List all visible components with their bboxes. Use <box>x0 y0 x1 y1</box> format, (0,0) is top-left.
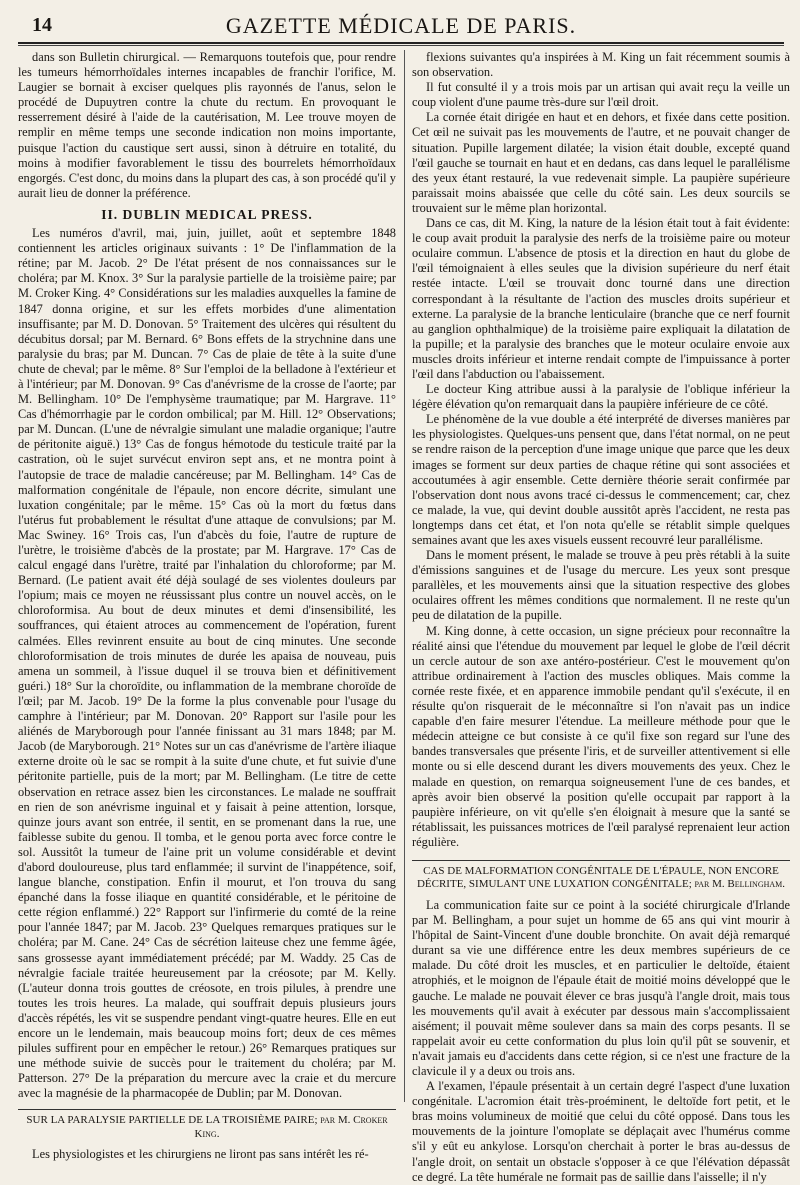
paragraph: M. King donne, à cette occasion, un signe précieux pour reconnaître la réalité ainsi que l'étendue du mouvement par lequel le globe de l'œil décrit un cercle autour de son axe antéro-postérieur. C'est le mouvement qu'on attribue ordinairement à l'action des muscles obliques. Mais comme la cornée reste fixée, et en apparence immobile pendant qu'il s'exécute, il en résulte qu'on risquerait de le méconnaître si l'on n'avait pas un indice capable d'en faire mesurer l'étendue. La meilleure méthode pour que le médecin atteigne ce but consiste à ce qu'il fixe son regard sur l'une des bandes transversales que présente l'iris, et de surveiller attentivement si elle monte ou si elle descend durant les divers mouvements des yeux. Chez le malade en question, on remarqua soigneusement l'une de ces bandes, et après avoir bien observé la position qu'elle occupait par rapport à la paupière inférieure, on vit qu'elle s'en éloignait à mesure que la santé se rétablissait, les puissances motrices de l'œil paralysé reprenaient leur action régulière. <box>412 623 790 849</box>
article-heading-paralysie: SUR LA PARALYSIE PARTIELLE DE LA TROISIÈME PAIRE; par M. Croker King. <box>18 1109 396 1141</box>
page-header <box>18 8 784 44</box>
dublin-contents-paragraph: Les numéros d'avril, mai, juin, juillet, août et septembre 1848 contiennent les articles originaux suivants : 1° De l'inflammation de la rétine; par M. Jacob. 2° De l'état présent de nos connaissances sur le choléra; par M. Knox. 3° Sur la paralysie partielle de la troisième paire; par M. Croker King. 4° Considérations sur les maladies auxquelles la famine de 1847 donna origine, et sur les effets morbides d'une alimentation insuffisante; par M. D. Donovan. 5° Traitement des ulcères qui résultent du décubitus dorsal; par M. Bernard. 6° Bons effets de la strychnine dans une paralysie du bras; par M. Duncan. 7° Cas de plaie de tête à la suite d'une chute de cheval; par le même. 8° Sur l'emploi de la belladone à l'extérieur et à l'intérieur; par M. Donovan. 9° Cas d'anévrisme de la crosse de l'aorte; par M. Bellingham. 10° De l'emphysème traumatique; par M. Hargrave. 11° Cas d'hémorrhagie par le cordon ombilical; par M. Hill. 12° Observations; par M. Duncan. (L'une de névralgie simulant une maladie organique; l'autre de péritonite aiguë.) 13° Cas de fongus hémotode du testicule traité par la castration, où le sujet survécut environ sept ans, et ne montra point à l'autopsie de trace de maladie cancéreuse; par M. Bellingham. 14° Cas de malformation congénitale de l'épaule, non encore décrite, simulant une luxation congénitale; par le même. 15° Cas où la mort du fœtus dans l'utérus fut probablement le résultat d'une attaque de convulsions; par M. Mac Swiney. 16° Trois cas, l'un d'abcès du foie, l'autre de rupture de l'urètre, le troisième d'abcès de la prostate; par M. Hargrave. 17° Cas de calcul engagé dans l'urètre, traité par l'inhalation du chloroforme; par M. Bernard. (Le patient avait été déjà soulagé de ses violentes douleurs par l'opium; mais ce moyen ne réussissant plus contre un nouvel accès, on le chloroformisa. Au bout de deux minutes et demi d'insensibilité, les souffrances, qui étaient atroces au commencement de l'opération, furent calmées. Elles revinrent ensuite au bout de cinq minutes. Une seconde chloroformisation de trois minutes de durée les apaisa de nouveau, puis amena un sommeil, à l'issue duquel il se trouva bien et définitivement guéri.) 18° Sur la choroïdite, ou inflammation de la membrane choroïde de l'œil; par M. Jacob. 19° De la forme la plus convenable pour l'usage du camphre à l'intérieur; par M. Donovan. 20° Rapport sur l'asile pour les aliénés de Maryborough pour l'année finissant au 31 mars 1848; par M. Jacob (de Maryborough. 21° Notes sur un cas d'anévrisme de l'artère iliaque externe droite où le sac se rompit à la suite d'une chute, et fut suivie d'une péritonite partielle, puis de la mort; par M. Bellingham. (Le titre de cette observation en retrace assez bien les circonstances. Le malade ne souffrait en rien de son anévrisme inguinal et y faisait à peine attention, lorsque, quinze jours avant son entrée, il sentit, en se promenant dans la rue, une faiblesse subite du genou. Il tomba, et le genou porta avec force contre le sol. Aussitôt la tumeur de l'aine prit un volume considérable et devint d'abord douloureuse, plus tard enflammée; il survint de l'inappétence, soif, langue blanche, constipation. Enfin il mourut, et l'on trouva du sang épanché dans la fosse iliaque en quantité considérable, et le péritoine de cette région enflammé.) 22° Rapport sur l'infirmerie du comté de la reine pour l'année 1847; par M. Jacob. 23° Quelques remarques pratiques sur le choléra; par M. Cane. 24° Cas de sécrétion laiteuse chez une femme âgée, sans grossesse ayant immédiatement précédé; par M. Waddy. 25 Cas de névralgie faciale traitée heureusement par la créosote; par M. Kelly. (L'auteur donna trois gouttes de créosote, en trois pilules, à prendre une toutes les trois heures. La malade, qui souffrait depuis plusieurs jours d'accès répétés, les vit se suspendre pendant vingt-quatre heures. Elle en eut encore un le lendemain, mais beaucoup moins fort; deux de ces mêmes pilules suffirent pour en empêcher le retour.) 26° Remarques pratiques sur une méthode suivie de succès pour le traitement du choléra; par M. Patterson. 27° De la préparation du mercure avec la craie et du mercure avec la magnésie de la pharmacopée de Dublin; par M. Donovan. <box>18 226 396 1101</box>
paragraph: Le phénomène de la vue double a été interprété de diverses manières par les physiologistes. Quelques-uns pensent que, dans l'état normal, on ne peut se rendre raison de la perception d'une image unique que parce que les deux images se forment sur deux parties de chaque rétine qui sont associées et accoutumées à agir ensemble. Cette dernière théorie serait confirmée par l'observation dont nous avons tracé ci-dessus le commencement; car, chez ce malade, la vue, qui devint double aussitôt après l'accident, ne resta pas longtemps dans cet état, et l'on nota qu'elle se rétablit simple quelques semaines avant que les axes visuels eussent recouvré leur parallélisme. <box>412 412 790 547</box>
paragraph: Dans ce cas, dit M. King, la nature de la lésion était tout à fait évidente: le coup avait produit la paralysie des nerfs de la troisième paire ou moteur oculaire commun. L'absence de ptosis et la direction en haut du globe de l'œil témoignaient à elles seules que la division supérieure du nerf était restée intacte. L'œil se trouvait donc tourné dans une direction correspondant à la résultante de l'action des muscles droits supérieur et externe. La paralysie de la branche lenticulaire (branche que ce nerf fournit au ganglion ophthalmique) de la troisième paire expliquait la dilatation de la pupille; et la paralysie des branches que le moteur oculaire envoie aux muscles droits inférieur et interne rendait compte de l'impuissance à porter l'œil dans l'abduction ou l'abaissement. <box>412 216 790 381</box>
header-rule <box>18 45 784 46</box>
column-separator <box>404 50 405 1102</box>
journal-title: GAZETTE MÉDICALE DE PARIS. <box>225 13 577 38</box>
article-paragraph: Les physiologistes et les chirurgiens ne liront pas sans intérêt les ré- <box>32 1147 369 1162</box>
right-column <box>412 50 790 1184</box>
paragraph: flexions suivantes qu'a inspirées à M. King un fait récemment soumis à son observation. <box>412 50 790 80</box>
paragraph: La communication faite sur ce point à la société chirurgicale d'Irlande par M. Bellingham, a pour sujet un homme de 65 ans qui vint mourir à l'hôpital de Saint-Vincent d'une double bronchite. On avait déjà remarqué durant sa vie une différence entre les deux membres supérieurs de ce malade. Du côté droit les muscles, et en particulier le deltoïde, étaient atrophiés, et le moignon de l'épaule était de moitié moins développé que le gauche. Le malade ne pouvait élever ce bras jusqu'à l'angle droit, mais tous les mouvements qu'il avait à exécuter par dessous main s'accomplissaient aisément; il pouvait même soulever dans sa main des corps pesants. Il se rappelait avoir eu cette conformation du plus loin qu'il pût se souvenir, et n'avait jamais eu d'accidents dans cette région, si ce n'est une fracture de la clavicule il y a deux ou trois ans. <box>412 897 790 1078</box>
page-number: 14 <box>32 14 52 36</box>
intro-paragraph: dans son Bulletin chirurgical. — Remarquons toutefois que, pour rendre les tumeurs hémorrhoïdales internes incapables de franchir l'orifice, M. Laugier se bornait à exciser quelques plis rayonnés de l'anus, selon le procédé de Dupuytren contre la chute du rectum. En provoquant le resserrement désiré à l'aide de la cautérisation, M. Lee trouve moyen de remplir en même temps une seconde indication non moins importante, puisque l'action du caustique sert aussi, sinon à détruire en totalité, du moins à modifier favorablement le tissu des bourrelets hémorrhoïdaux engorgés. C'est donc, du moins dans la plupart des cas, à son procédé qu'il y aurait lieu de donner la préférence. <box>18 50 396 200</box>
article-heading-malformation: CAS DE MALFORMATION CONGÉNITALE DE L'ÉPAULE, NON ENCORE DÉCRITE, SIMULANT UNE LUXATION CONGÉNITALE; par M. Bellingham. <box>412 860 790 892</box>
paragraph: Dans le moment présent, le malade se trouve à peu près rétabli à la suite d'émissions sanguines et de l'usage du mercure. Les yeux sont presque parallèles, et les mouvements ainsi que la situation respective des globes oculaires offrent les mêmes conditions que normalement. Il ne reste qu'un peu de dilatation de la pupille. <box>412 548 790 623</box>
paragraph: La cornée était dirigée en haut et en dehors, et fixée dans cette position. Cet œil ne suivait pas les mouvements de l'autre, et ne pouvait changer de situation. Pupille largement dilatée; la vision était double, excepté quand l'œil gauche se tournait en haut et en dedans, cas dans lequel le parallélisme des yeux étant restauré, la vue redevenait simple. La paupière supérieure paraissait moins abaissée que celle du côté sain. Les deux sourcils se trouvaient sur le même plan horizontal. <box>412 110 790 215</box>
paragraph: Le docteur King attribue aussi à la paralysie de l'oblique inférieur la légère élévation qu'on remarquait dans la paupière inférieure de ce côté. <box>412 382 790 412</box>
paragraph: Il fut consulté il y a trois mois par un artisan qui avait reçu la veille un coup violent d'une paume très-dure sur l'œil droit. <box>412 80 790 110</box>
paragraph: A l'examen, l'épaule présentait à un certain degré l'aspect d'une luxation congénitale. L'acromion était très-proéminent, le deltoïde fort petit, et le bras moins volumineux de moitié que celui du côté opposé. Dans tous les mouvements de la jointure l'omoplate se déplaçait avec l'humérus comme s'il y eût eu ankylose. Lorsqu'on cherchait à porter le bras au-dessus de l'angle droit, on sentait un obstacle s'opposer à ce que l'élévation dépassât ce degré. La tête humérale ne formait pas de saillie dans l'aisselle; il n'y <box>412 1079 790 1184</box>
left-column <box>18 50 396 1162</box>
section-title: II. DUBLIN MEDICAL PRESS. <box>101 206 313 222</box>
